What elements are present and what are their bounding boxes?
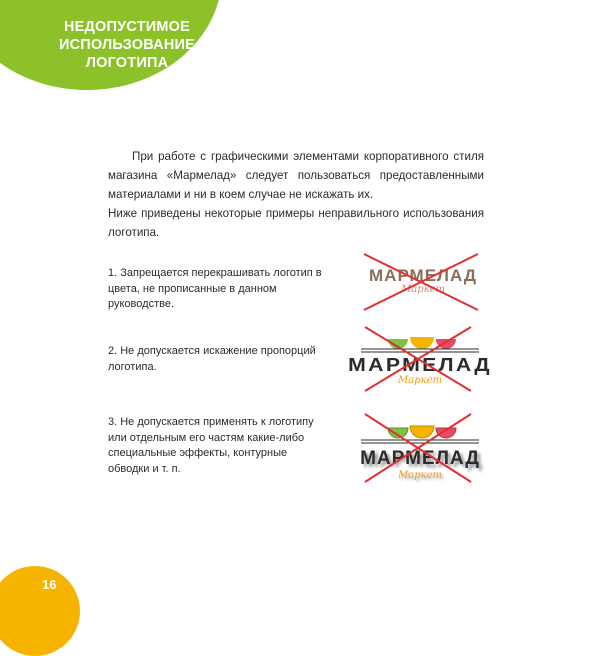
- page-title-line-1: НЕДОПУСТИМОЕ: [63, 19, 190, 35]
- rule-1-text: 1. Запрещается перекрашивать логотип в цвета, не прописанные в данном руководстве.: [108, 267, 322, 310]
- rule-3-text: 3. Не допускается применять к логотипу или отдельным его частям какие-либо специальные эффекты, контурные обводки и т. п.: [108, 416, 314, 475]
- rule-2-text: 2. Не допускается искажение пропорций логотипа.: [108, 345, 316, 373]
- page-title: [52, 18, 202, 72]
- logo-example-distorted: [348, 325, 492, 393]
- logo-subtitle: Маркет: [398, 470, 442, 481]
- logo-example-effects: [355, 410, 485, 486]
- logo-wordmark: МАРМЕЛАД: [360, 448, 480, 469]
- logo-wordmark: МАРМЕЛАД: [348, 355, 492, 375]
- page-number-badge: [0, 566, 80, 656]
- intro-paragraph-1: При работе с графическими элементами корпоративного стиля магазина «Мармелад» следует пользоваться предоставленными материалами и ни в коем случае не искажать их.: [108, 150, 484, 201]
- logo-subtitle: Маркет: [398, 375, 442, 386]
- intro-paragraph-2: Ниже приведены некоторые примеры неправильного использования логотипа.: [108, 207, 484, 239]
- logo-example-recolored: [358, 252, 488, 312]
- logo-subtitle: Маркет: [401, 284, 445, 295]
- page-title-line-2: ИСПОЛЬЗОВАНИЕ: [58, 37, 196, 53]
- intro-text: [108, 147, 484, 242]
- cross-icon: [355, 325, 485, 393]
- logo-wordmark: МАРМЕЛАД: [369, 266, 477, 285]
- page-number: 16: [42, 577, 57, 592]
- page-title-line-3: ЛОГОТИПА: [85, 55, 169, 71]
- cross-icon: [355, 410, 485, 486]
- cross-icon: [358, 252, 488, 312]
